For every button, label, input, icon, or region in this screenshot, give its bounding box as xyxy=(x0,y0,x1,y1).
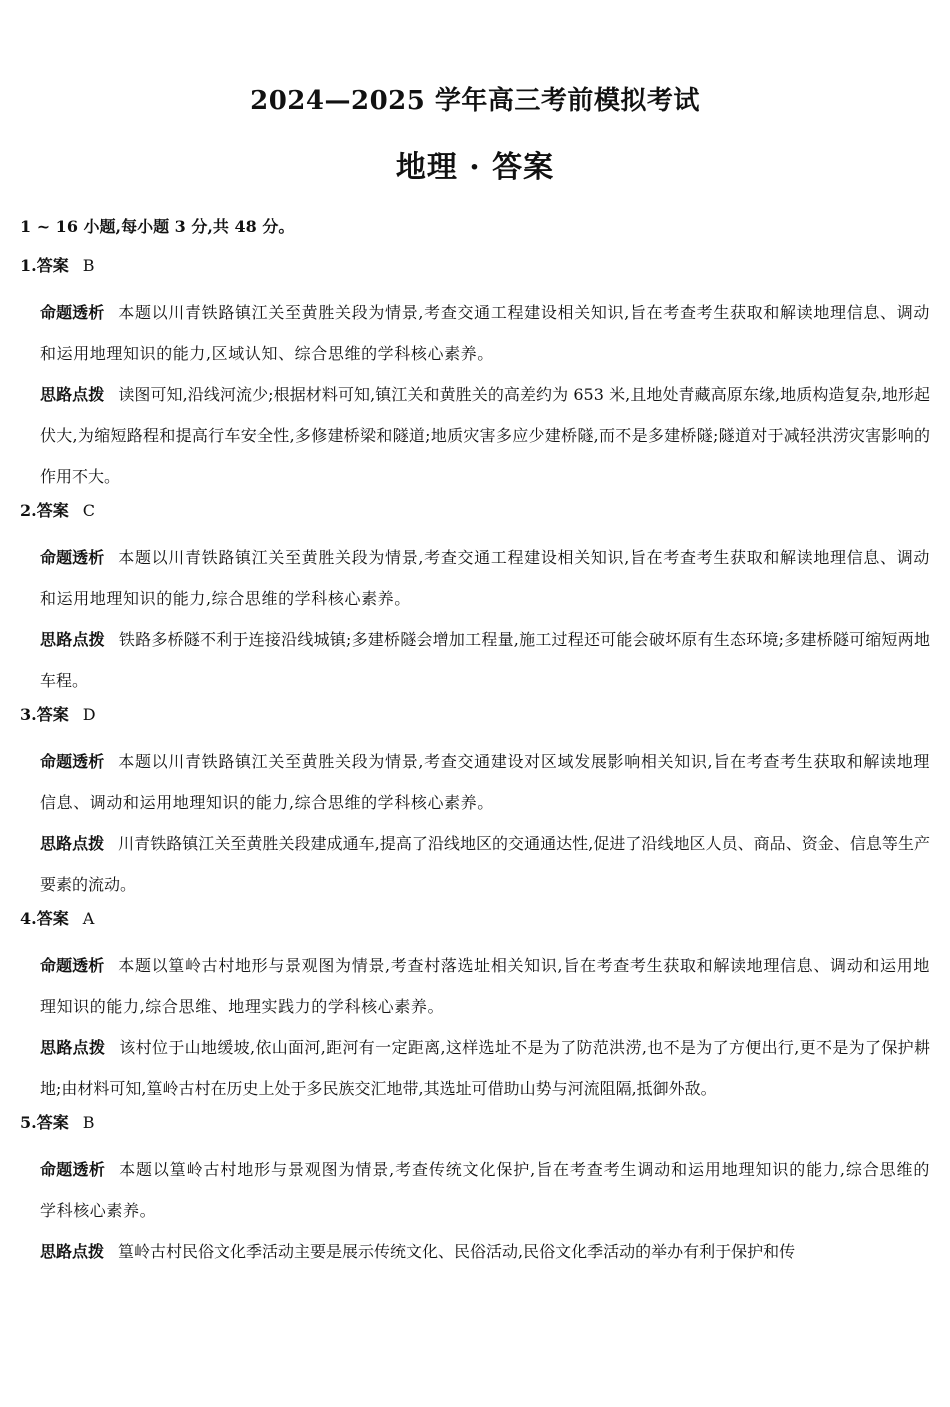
analysis-label: 命题透析 xyxy=(40,1160,106,1179)
page-subtitle: 地理 · 答案 xyxy=(395,150,555,185)
analysis-paragraph xyxy=(40,292,930,374)
reasoning-label: 思路点拨 xyxy=(40,385,105,404)
answer-label: 答案 xyxy=(36,909,69,928)
question-number: 5. xyxy=(20,1113,37,1132)
reasoning-label: 思路点拨 xyxy=(40,630,105,649)
question-number: 4. xyxy=(20,909,37,928)
reasoning-text: 川青铁路镇江关至黄胜关段建成通车,提高了沿线地区的交通通达性,促进了沿线地区人员、商品、资金、信息等生产要素的流动。 xyxy=(40,834,930,894)
question-answer-line xyxy=(20,1109,930,1137)
answer-value: D xyxy=(82,705,96,724)
reasoning-paragraph xyxy=(40,1027,930,1109)
page-title: 2024—2025 学年高三考前模拟考试 xyxy=(250,86,700,116)
question-answer-line xyxy=(20,905,930,933)
analysis-label: 命题透析 xyxy=(40,956,105,975)
reasoning-label: 思路点拨 xyxy=(40,1038,106,1057)
analysis-text: 本题以川青铁路镇江关至黄胜关段为情景,考查交通工程建设相关知识,旨在考查考生获取和解读地理信息、调动和运用地理知识的能力,综合思维的学科核心素养。 xyxy=(40,548,930,608)
question-answer-line xyxy=(20,497,930,525)
answer-value: B xyxy=(82,1113,95,1132)
reasoning-paragraph xyxy=(40,1231,930,1272)
reasoning-paragraph xyxy=(40,619,930,701)
answer-label: 答案 xyxy=(36,256,69,275)
answer-label: 答案 xyxy=(36,1113,69,1132)
analysis-text: 本题以川青铁路镇江关至黄胜关段为情景,考查交通工程建设相关知识,旨在考查考生获取和解读地理信息、调动和运用地理知识的能力,区域认知、综合思维的学科核心素养。 xyxy=(40,303,930,363)
answer-value: A xyxy=(82,909,95,928)
answer-label: 答案 xyxy=(36,501,69,520)
analysis-paragraph xyxy=(40,741,930,823)
question-number: 1. xyxy=(20,256,37,275)
question-number: 3. xyxy=(20,705,37,724)
question-number: 2. xyxy=(20,501,37,520)
question-block xyxy=(20,1109,930,1272)
reasoning-text: 读图可知,沿线河流少;根据材料可知,镇江关和黄胜关的高差约为 653 米,且地处青藏高原东缘,地质构造复杂,地形起伏大,为缩短路程和提高行车安全性,多修建桥梁和隧道;地质灾害多应少建桥隧,而不是多建桥隧;隧道对于减轻洪涝灾害影响的作用不大。 xyxy=(40,385,930,486)
question-block xyxy=(20,905,930,1109)
reasoning-label: 思路点拨 xyxy=(40,1242,105,1261)
question-block xyxy=(20,252,930,497)
reasoning-text: 篁岭古村民俗文化季活动主要是展示传统文化、民俗活动,民俗文化季活动的举办有利于保护和传 xyxy=(118,1242,796,1261)
analysis-label: 命题透析 xyxy=(40,752,105,771)
answer-value: C xyxy=(82,501,95,520)
analysis-text: 本题以篁岭古村地形与景观图为情景,考查村落选址相关知识,旨在考查考生获取和解读地理信息、调动和运用地理知识的能力,综合思维、地理实践力的学科核心素养。 xyxy=(40,956,930,1016)
question-block xyxy=(20,497,930,701)
analysis-paragraph xyxy=(40,945,930,1027)
intro-note: 1 ~ 16 小题,每小题 3 分,共 48 分。 xyxy=(20,217,295,236)
analysis-text: 本题以篁岭古村地形与景观图为情景,考查传统文化保护,旨在考查考生调动和运用地理知识的能力,综合思维的学科核心素养。 xyxy=(40,1160,930,1220)
question-answer-line xyxy=(20,252,930,280)
analysis-text: 本题以川青铁路镇江关至黄胜关段为情景,考查交通建设对区域发展影响相关知识,旨在考查考生获取和解读地理信息、调动和运用地理知识的能力,综合思维的学科核心素养。 xyxy=(40,752,930,812)
questions-list xyxy=(20,252,930,1272)
analysis-label: 命题透析 xyxy=(40,548,105,567)
reasoning-paragraph xyxy=(40,823,930,905)
reasoning-label: 思路点拨 xyxy=(40,834,105,853)
question-answer-line xyxy=(20,701,930,729)
answer-value: B xyxy=(82,256,95,275)
reasoning-text: 铁路多桥隧不利于连接沿线城镇;多建桥隧会增加工程量,施工过程还可能会破坏原有生态环境;多建桥隧可缩短两地车程。 xyxy=(40,630,930,690)
analysis-paragraph xyxy=(40,537,930,619)
analysis-label: 命题透析 xyxy=(40,303,105,322)
analysis-paragraph xyxy=(40,1149,930,1231)
reasoning-paragraph xyxy=(40,374,930,497)
answer-label: 答案 xyxy=(36,705,69,724)
reasoning-text: 该村位于山地缓坡,依山面河,距河有一定距离,这样选址不是为了防范洪涝,也不是为了方便出行,更不是为了保护耕地;由材料可知,篁岭古村在历史上处于多民族交汇地带,其选址可借助山势与河流阻隔,抵御外敌。 xyxy=(40,1038,930,1098)
question-block xyxy=(20,701,930,905)
